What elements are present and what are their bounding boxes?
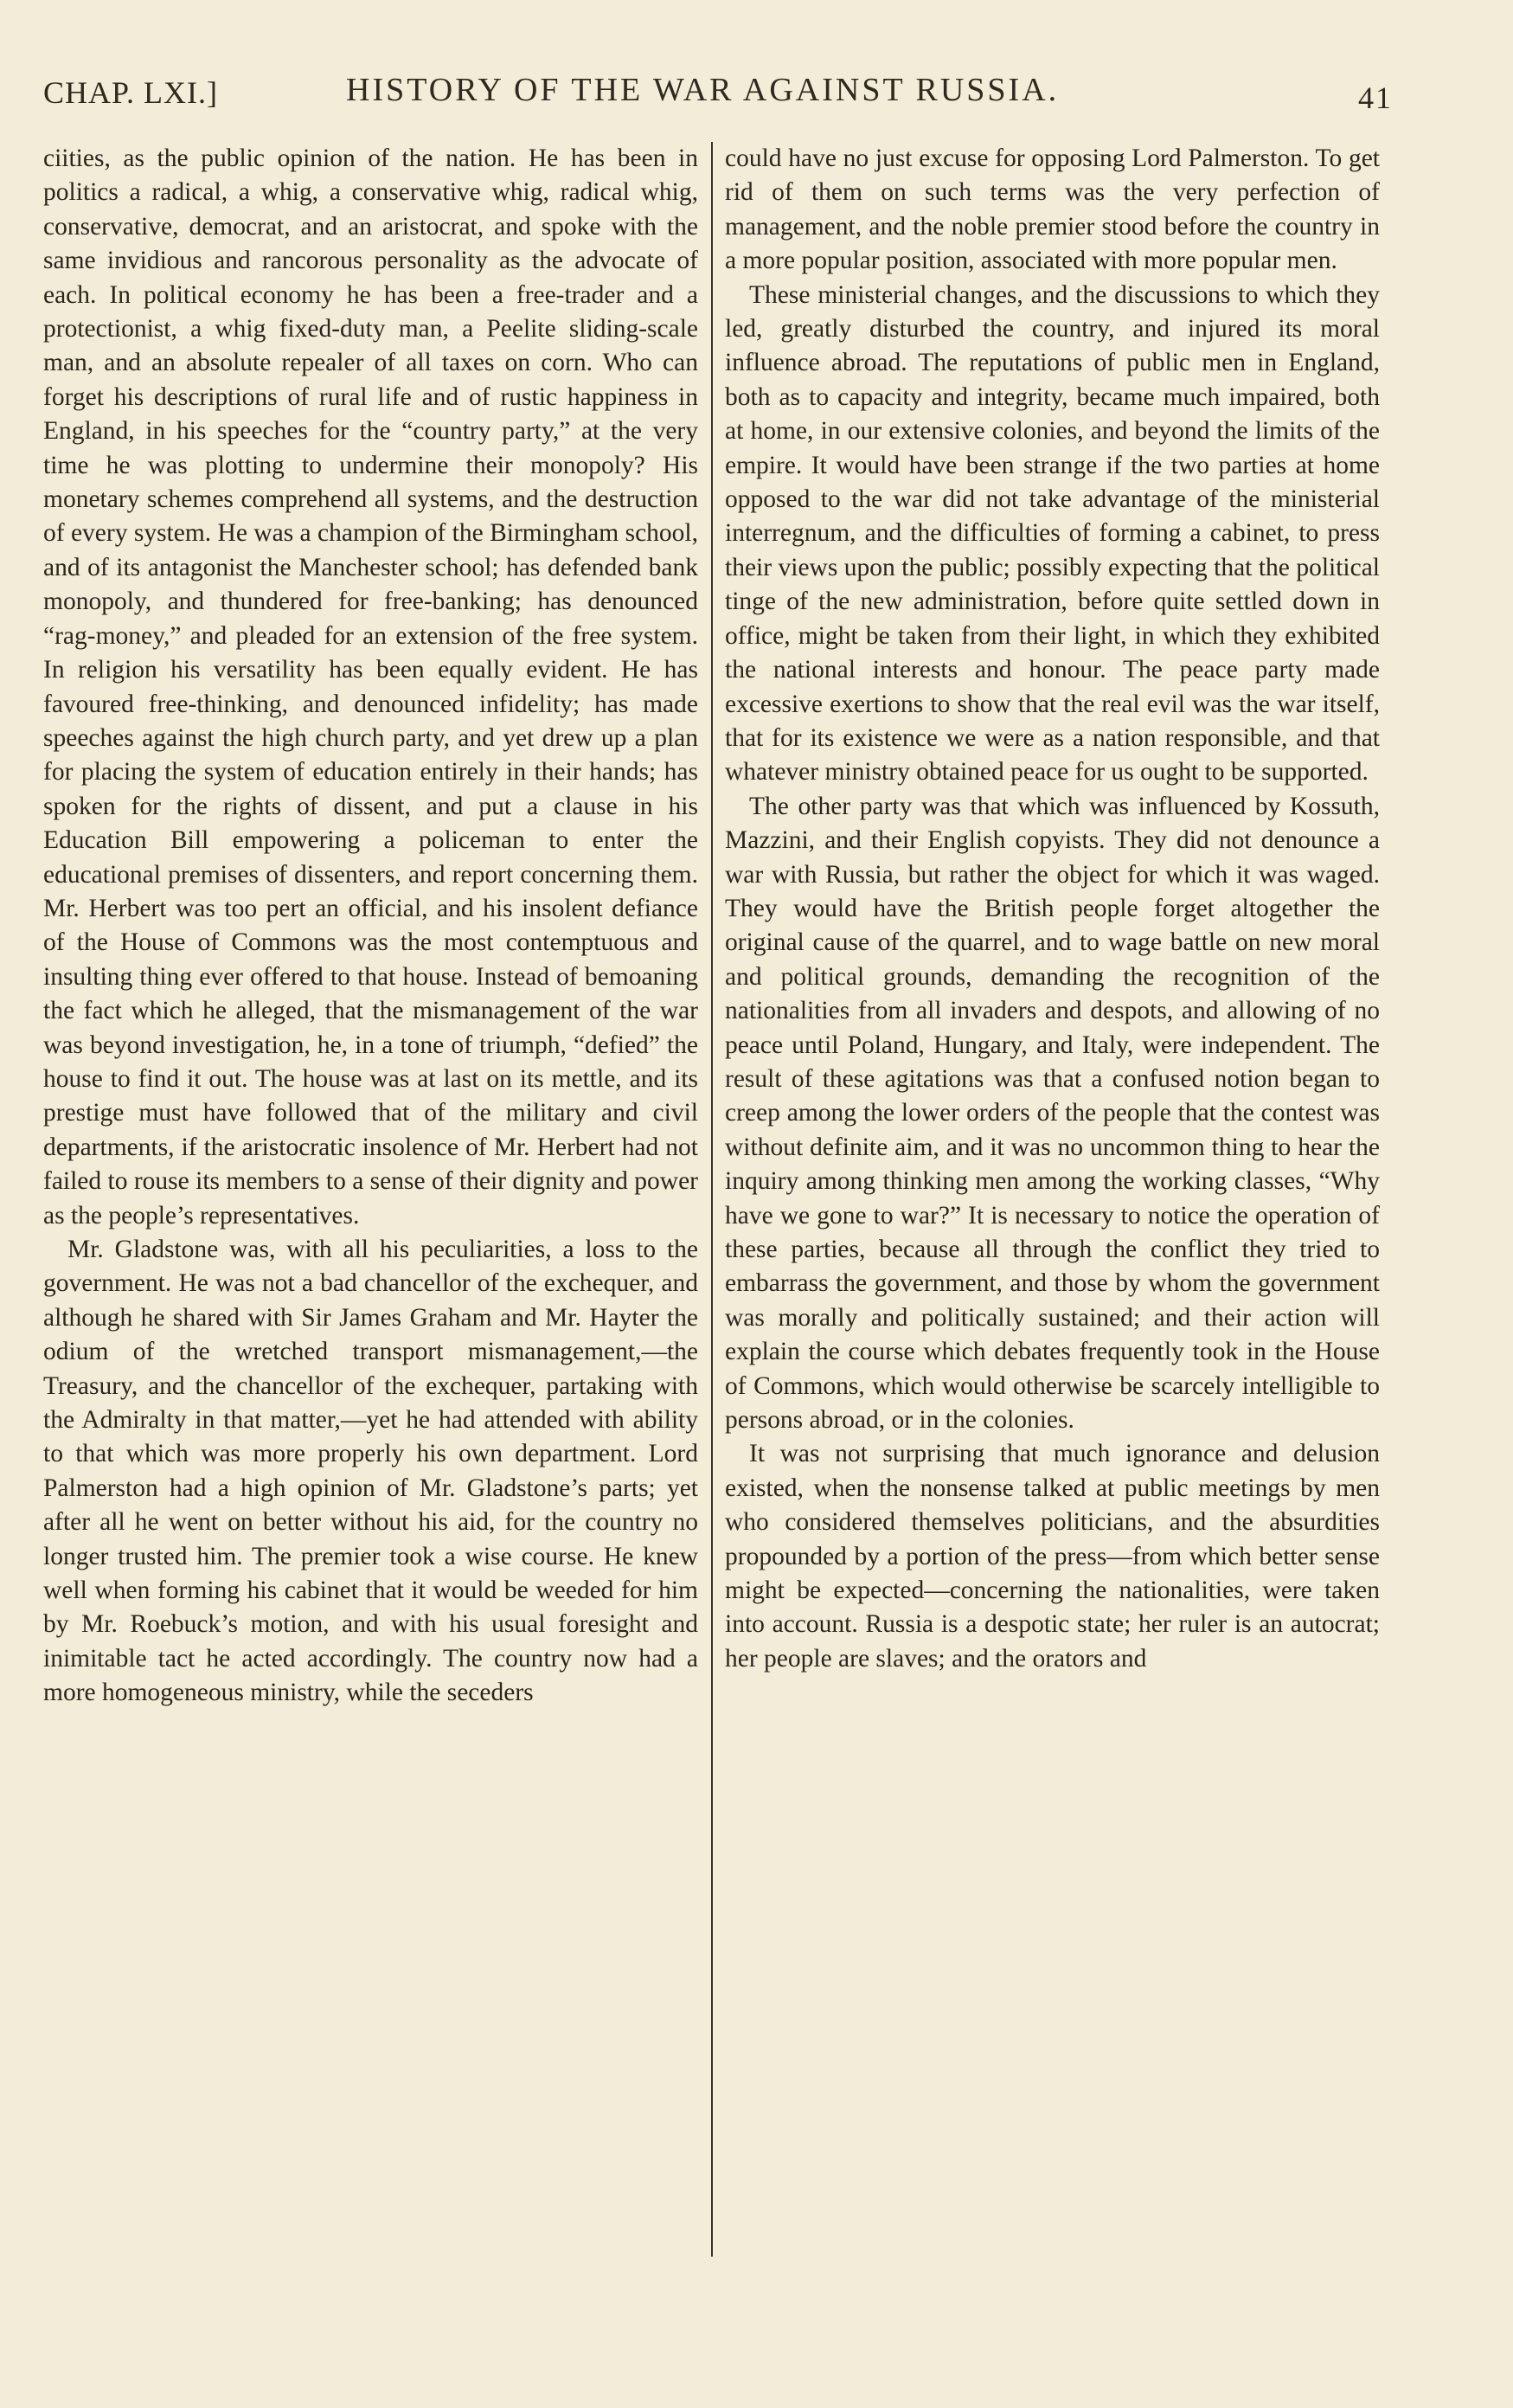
right-column: [725, 142, 1380, 1676]
running-head: [43, 71, 1393, 119]
paragraph: It was not surprising that much ignorance and delusion existed, when the nonsense talked at public meetings by men who considered themselves politicians, and the absurdities propounded by a portion of the press—from which better sense might be expected—concerning the nationalities, were taken into account. Russia is a despotic state; her ruler is an autocrat; her people are slaves; and the orators and: [725, 1440, 1380, 1673]
paragraph: ciities, as the public opinion of the nation. He has been in politics a radical, a whig, a conservative whig, radical whig, conservative, democrat, and an aristocrat, and spoke with the same invidious and rancorous personality as the advocate of each. In political economy he has been a free-trader and a protectionist, a whig fixed-duty man, a Peelite sliding-scale man, and an absolute repealer of all taxes on corn. Who can forget his descriptions of rural life and of rustic happiness in England, in his speeches for the “country party,” at the very time he was plotting to undermine their monopoly? His monetary schemes comprehend all systems, and the destruction of every system. He was a champion of the Birmingham school, and of its antagonist the Manchester school; has defended bank monopoly, and thundered for free-banking; has denounced “rag-money,” and pleaded for an extension of the free system. In religion his versatility has been equally evident. He has favoured free-thinking, and denounced infidelity; has made speeches against the high church party, and yet drew up a plan for placing the system of education entirely in their hands; has spoken for the rights of dissent, and put a clause in his Education Bill empowering a policeman to enter the educational premises of dissenters, and report concerning them. Mr. Herbert was too pert an official, and his insolent defiance of the House of Commons was the most contemptuous and insulting thing ever offered to that house. Instead of bemoaning the fact which he alleged, that the mismanagement of the war was beyond investigation, he, in a tone of triumph, “defied” the house to find it out. The house was at last on its mettle, and its prestige must have followed that of the military and civil departments, if the aristocratic insolence of Mr. Herbert had not failed to rouse its members to a sense of their dignity and power as the people’s representatives.: [43, 144, 698, 1230]
column-divider: [711, 142, 713, 2257]
page-title: HISTORY OF THE WAR AGAINST RUSSIA.: [346, 72, 1060, 108]
paragraph: Mr. Gladstone was, with all his peculiarities, a loss to the government. He was not a bad chancellor of the exchequer, and although he shared with Sir James Graham and Mr. Hayter the odium of the wretched transport mismanagement,—the Treasury, and the chancellor of the exchequer, partaking with the Admiralty in that matter,—yet he had attended with ability to that which was more properly his own department. Lord Palmerston had a high opinion of Mr. Gladstone’s parts; yet after all he went on better without his aid, for the country no longer trusted him. The premier took a wise course. He knew well when forming his cabinet that it would be weeded for him by Mr. Roebuck’s motion, and with his usual foresight and inimitable tact he acted accordingly. The country now had a more homogeneous ministry, while the seceders: [43, 1236, 698, 1707]
page-number: 41: [1358, 80, 1393, 115]
paragraph: These ministerial changes, and the discussions to which they led, greatly disturbed the country, and injured its moral influence abroad. The reputations of public men in England, both as to capacity and integrity, became much impaired, both at home, in our extensive colonies, and beyond the limits of the empire. It would have been strange if the two parties at home opposed to the war did not take advantage of the ministerial interregnum, and the difficulties of forming a cabinet, to press their views upon the public; possibly expecting that the political tinge of the new administration, before quite settled down in office, might be taken from their light, in which they exhibited the national interests and honour. The peace party made excessive exertions to show that the real evil was the war itself, that for its existence we were as a nation responsible, and that whatever ministry obtained peace for us ought to be supported.: [725, 280, 1380, 787]
paragraph: The other party was that which was influenced by Kossuth, Mazzini, and their English copyists. They did not denounce a war with Russia, but rather the object for which it was waged. They would have the British people forget altogether the original cause of the quarrel, and to wage battle on new moral and political grounds, demanding the recognition of the nationalities from all invaders and despots, and allowing of no peace until Poland, Hungary, and Italy, were independent. The result of these agitations was that a confused notion began to creep among the lower orders of the people that the contest was without definite aim, and it was no uncommon thing to hear the inquiry among thinking men among the working classes, “Why have we gone to war?” It is necessary to notice the operation of these parties, because all through the conflict they tried to embarrass the government, and those by whom the government was morally and politically sustained; and their action will explain the course which debates frequently took in the House of Commons, which would otherwise be scarcely intelligible to persons abroad, or in the colonies.: [725, 792, 1380, 1435]
left-column: [43, 142, 698, 1711]
chapter-label: CHAP. LXI.]: [43, 75, 219, 110]
paragraph: could have no just excuse for opposing Lord Palmerston. To get rid of them on such terms was the very perfection of management, and the noble premier stood before the country in a more popular position, associated with more popular men.: [725, 144, 1380, 275]
